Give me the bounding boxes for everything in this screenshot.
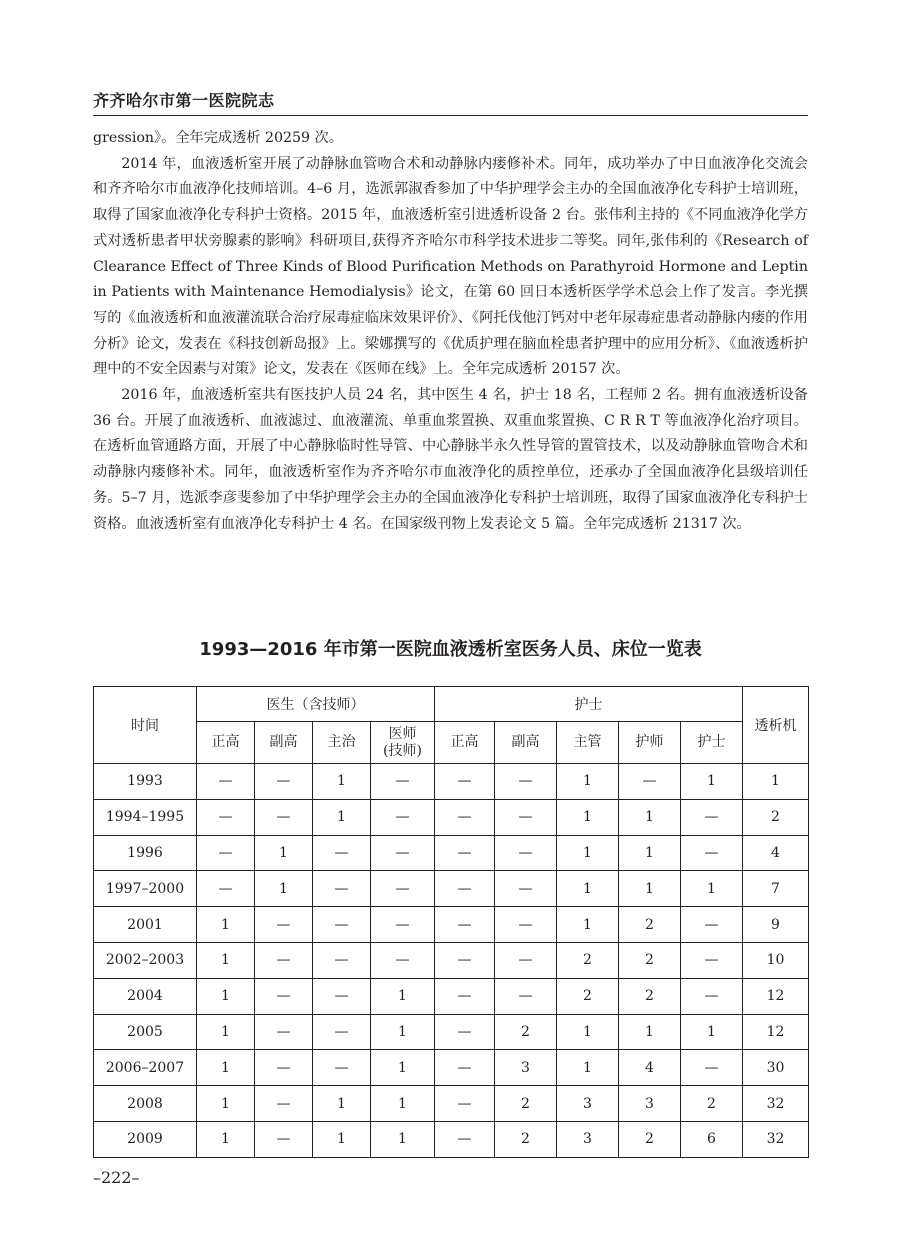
table-cell: — <box>435 942 495 978</box>
table-row <box>94 871 809 907</box>
table-cell: 2 <box>495 1121 557 1157</box>
table-cell: 4 <box>619 1050 681 1086</box>
table-row <box>94 799 809 835</box>
col-header-doctor-associate: 副高 <box>255 722 313 764</box>
table-cell: 10 <box>743 942 809 978</box>
table-cell: — <box>435 1086 495 1122</box>
page-number: –222– <box>93 1168 140 1187</box>
table-cell: 1 <box>557 907 619 943</box>
table-cell: 30 <box>743 1050 809 1086</box>
col-header-nurse-senior: 正高 <box>435 722 495 764</box>
table-cell: — <box>313 907 371 943</box>
row-year-cell: 1993 <box>94 764 197 800</box>
col-header-nurse-associate: 副高 <box>495 722 557 764</box>
table-cell: 1 <box>371 978 435 1014</box>
table-cell: — <box>681 942 743 978</box>
table-cell: — <box>313 1014 371 1050</box>
staff-roster-table <box>93 686 809 1158</box>
table-cell: — <box>495 978 557 1014</box>
table-cell: — <box>255 942 313 978</box>
table-cell: 2 <box>619 942 681 978</box>
paragraph-2016: 2016 年，血液透析室共有医技护人员 24 名，其中医生 4 名，护士 18 名，工程师 2 名。拥有血液透析设备 36 台。开展了血液透析、血液滤过、血液灌流、单重血浆置换、双重血浆置换、C R R T 等血液净化治疗项目。在透析血管通路方面，开展了中心静脉临时性导管、中心静脉半永久性导管的置管技术，以及动静脉血管吻合术和动静脉内瘘修补术。同年，血液透析室作为齐齐哈尔市血液净化的质控单位，还承办了全国血液净化县级培训任务。5–7 月，选派李彦斐参加了中华护理学会主办的全国血液净化专科护士培训班，取得了国家血液净化专科护士资格。血液透析室有血液净化专科护士 4 名。在国家级刊物上发表论文 5 篇。全年完成透析 21317 次。 <box>93 387 808 532</box>
table-cell: — <box>681 978 743 1014</box>
table-cell: 1 <box>371 1014 435 1050</box>
table-cell: — <box>681 799 743 835</box>
table-cell: 1 <box>557 1050 619 1086</box>
table-cell: 3 <box>619 1086 681 1122</box>
table-cell: 1 <box>619 835 681 871</box>
table-cell: 4 <box>743 835 809 871</box>
table-cell: — <box>435 1050 495 1086</box>
table-cell: 7 <box>743 871 809 907</box>
table-cell: — <box>495 764 557 800</box>
table-cell: 1 <box>197 907 255 943</box>
table-row <box>94 1014 809 1050</box>
table-cell: 1 <box>197 1086 255 1122</box>
table-cell: 1 <box>313 799 371 835</box>
row-year-cell: 1996 <box>94 835 197 871</box>
col-header-nurse-supervisor: 主管 <box>557 722 619 764</box>
table-cell: — <box>435 1014 495 1050</box>
row-year-cell: 2002–2003 <box>94 942 197 978</box>
table-cell: — <box>681 835 743 871</box>
table-cell: 3 <box>557 1086 619 1122</box>
table-title: 1993—2016 年市第一医院血液透析室医务人员、床位一览表 <box>199 639 702 660</box>
table-cell: — <box>435 871 495 907</box>
running-header-title: 齐齐哈尔市第一医院院志 <box>93 91 275 110</box>
table-cell: 1 <box>681 871 743 907</box>
table-cell: 1 <box>197 978 255 1014</box>
table-cell: — <box>313 942 371 978</box>
table-cell: 2 <box>743 799 809 835</box>
table-cell: 12 <box>743 1014 809 1050</box>
col-header-nurse-practitioner: 护师 <box>619 722 681 764</box>
table-cell: 1 <box>681 1014 743 1050</box>
table-cell: — <box>435 978 495 1014</box>
table-cell: 1 <box>557 835 619 871</box>
table-cell: — <box>619 764 681 800</box>
table-cell: — <box>313 835 371 871</box>
table-cell: 1 <box>743 764 809 800</box>
col-group-nurse: 护士 <box>435 687 743 722</box>
table-row <box>94 907 809 943</box>
table-cell: 2 <box>495 1014 557 1050</box>
table-cell: 1 <box>313 1121 371 1157</box>
table-cell: — <box>255 1050 313 1086</box>
table-cell: — <box>255 1121 313 1157</box>
paragraph-continuation: gression》。全年完成透析 20259 次。 <box>93 130 343 146</box>
table-cell: — <box>495 942 557 978</box>
table-cell: 1 <box>557 799 619 835</box>
col-header-time: 时间 <box>94 687 197 764</box>
table-cell: 1 <box>197 1121 255 1157</box>
body-text <box>93 126 808 537</box>
table-cell: — <box>371 799 435 835</box>
row-year-cell: 2008 <box>94 1086 197 1122</box>
table-cell: 1 <box>197 1014 255 1050</box>
table-cell: — <box>197 871 255 907</box>
table-cell: 1 <box>255 835 313 871</box>
table-cell: — <box>255 799 313 835</box>
table-cell: 12 <box>743 978 809 1014</box>
table-cell: — <box>255 1014 313 1050</box>
table-cell: — <box>197 799 255 835</box>
row-year-cell: 1997–2000 <box>94 871 197 907</box>
table-cell: — <box>313 871 371 907</box>
table-cell: 1 <box>557 1014 619 1050</box>
table-row <box>94 978 809 1014</box>
table-cell: 32 <box>743 1086 809 1122</box>
table-cell: — <box>255 978 313 1014</box>
table-cell: 1 <box>255 871 313 907</box>
row-year-cell: 2004 <box>94 978 197 1014</box>
table-cell: — <box>435 799 495 835</box>
table-cell: — <box>435 835 495 871</box>
table-cell: 2 <box>619 907 681 943</box>
header-row-groups <box>94 687 809 722</box>
table-cell: — <box>197 835 255 871</box>
table-cell: 1 <box>371 1121 435 1157</box>
table-cell: 3 <box>495 1050 557 1086</box>
table-cell: 1 <box>371 1050 435 1086</box>
table-cell: — <box>313 978 371 1014</box>
table-cell: 1 <box>619 799 681 835</box>
table-cell: — <box>371 871 435 907</box>
table-cell: 9 <box>743 907 809 943</box>
table-cell: 2 <box>681 1086 743 1122</box>
table-row <box>94 1121 809 1157</box>
table-cell: — <box>255 907 313 943</box>
table-cell: 1 <box>371 1086 435 1122</box>
table-cell: 1 <box>681 764 743 800</box>
table-cell: 1 <box>557 871 619 907</box>
row-year-cell: 1994–1995 <box>94 799 197 835</box>
table-cell: 2 <box>557 942 619 978</box>
table-row <box>94 764 809 800</box>
table-body <box>94 764 809 1158</box>
table-cell: — <box>435 764 495 800</box>
row-year-cell: 2001 <box>94 907 197 943</box>
table-cell: — <box>371 907 435 943</box>
table-cell: 1 <box>313 764 371 800</box>
row-year-cell: 2005 <box>94 1014 197 1050</box>
table-cell: 1 <box>313 1086 371 1122</box>
col-header-doctor-resident: 医师 (技师) <box>371 722 435 764</box>
col-header-doctor-attending: 主治 <box>313 722 371 764</box>
table-cell: — <box>255 1086 313 1122</box>
table-row <box>94 1086 809 1122</box>
col-header-machine: 透析机 <box>743 687 809 764</box>
table-cell: — <box>197 764 255 800</box>
row-year-cell: 2006–2007 <box>94 1050 197 1086</box>
table-cell: 1 <box>557 764 619 800</box>
header-row-columns <box>94 722 809 764</box>
table-cell: 2 <box>619 1121 681 1157</box>
table-cell: — <box>681 1050 743 1086</box>
row-year-cell: 2009 <box>94 1121 197 1157</box>
table-cell: — <box>255 764 313 800</box>
table-cell: — <box>495 799 557 835</box>
header-divider <box>93 115 808 116</box>
table-cell: 2 <box>557 978 619 1014</box>
table-cell: 3 <box>557 1121 619 1157</box>
table-cell: — <box>495 871 557 907</box>
table-cell: — <box>495 907 557 943</box>
table-cell: — <box>371 764 435 800</box>
table-cell: — <box>371 835 435 871</box>
col-group-doctor: 医生（含技师） <box>197 687 435 722</box>
table-row <box>94 1050 809 1086</box>
paragraph-2014: 2014 年，血液透析室开展了动静脉血管吻合术和动静脉内瘘修补术。同年，成功举办了中日血液净化交流会和齐齐哈尔市血液净化技师培训。4–6 月，选派郭淑香参加了中华护理学会主办的全国血液净化专科护士培训班，取得了国家血液净化专科护士资格。2015 年，血液透析室引进透析设备 2 台。张伟利主持的《不同血液净化学方式对透析患者甲状旁腺素的影响》科研项目,获得齐齐哈尔市科学技术进步二等奖。同年,张伟利的《Research of Clearance Effect of Three Kinds of Blood Purification Methods on Parathyroid Hormone and Leptin in Patients with Maintenance Hemodialysis》论文，在第 60 回日本透析医学学术总会上作了发言。李光撰写的《血液透析和血液灌流联合治疗尿毒症临床效果评价》、《阿托伐他汀钙对中老年尿毒症患者动静脉内瘘的作用分析》论文，发表在《科技创新岛报》上。梁娜撰写的《优质护理在脑血栓患者护理中的应用分析》、《血液透析护理中的不安全因素与对策》论文，发表在《医师在线》上。全年完成透析 20157 次。 <box>93 155 808 378</box>
table-cell: 2 <box>619 978 681 1014</box>
col-header-doctor-senior: 正高 <box>197 722 255 764</box>
table-cell: 6 <box>681 1121 743 1157</box>
table-cell: 1 <box>619 871 681 907</box>
table-cell: — <box>435 907 495 943</box>
table-cell: 1 <box>619 1014 681 1050</box>
table-cell: — <box>371 942 435 978</box>
col-header-nurse: 护士 <box>681 722 743 764</box>
table-cell: 1 <box>197 942 255 978</box>
table-cell: — <box>313 1050 371 1086</box>
table-cell: — <box>495 835 557 871</box>
table-row <box>94 835 809 871</box>
table-cell: 1 <box>197 1050 255 1086</box>
table-cell: 32 <box>743 1121 809 1157</box>
table-cell: 2 <box>495 1086 557 1122</box>
table-row <box>94 942 809 978</box>
table-cell: — <box>681 907 743 943</box>
table-cell: — <box>435 1121 495 1157</box>
